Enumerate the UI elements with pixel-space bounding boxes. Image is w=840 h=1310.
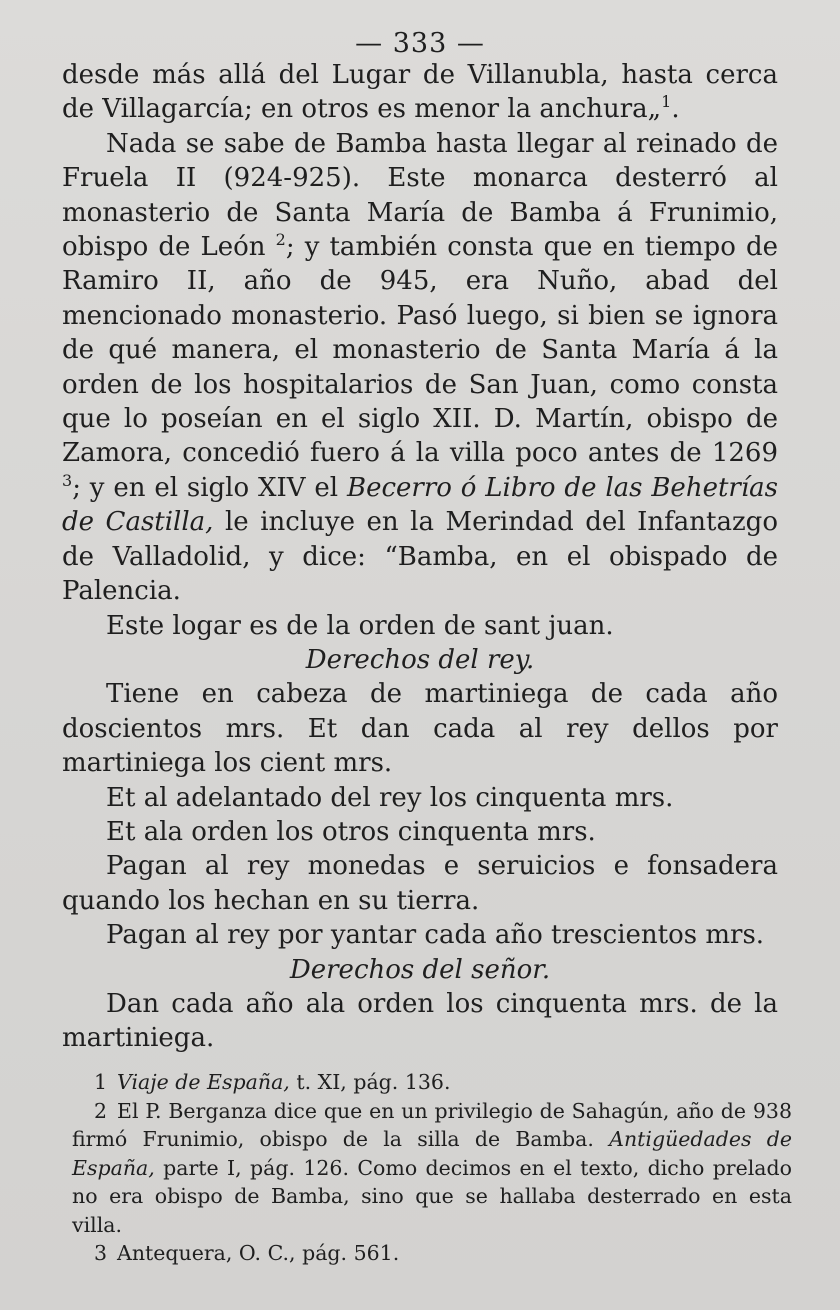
section-heading-senor: Derechos del señor.	[289, 954, 551, 985]
paragraph-martiniega: Tiene en cabeza de martiniega de cada año doscientos mrs. Et dan cada al rey dellos por martiniega los cient mrs.	[62, 679, 778, 779]
main-text	[62, 58, 778, 1056]
footnote-ref-2: 2	[275, 230, 286, 250]
footnote-1: 1 Viaje de España, t. XI, pág. 136.	[94, 1070, 451, 1094]
paragraph-adelantado: Et al adelantado del rey los cinquenta mrs.	[106, 782, 674, 813]
paragraph-quote-logar: Este logar es de la orden de sant juan.	[106, 610, 614, 641]
paragraph-orden: Et ala orden los otros cinquenta mrs.	[106, 816, 596, 847]
book-title-becerro: Becerro ó Libro de las Behetrías de Castilla,	[62, 472, 778, 538]
footnote-ref-3: 3	[62, 470, 73, 490]
paragraph-yantar: Pagan al rey por yantar cada año trescientos mrs.	[106, 920, 765, 951]
page-number: — 333 —	[355, 28, 485, 59]
footnote-ref-1: 1	[661, 92, 672, 112]
footnotes	[72, 1068, 792, 1268]
footnote-3: 3 Antequera, O. C., pág. 561.	[94, 1241, 400, 1265]
section-heading-rey: Derechos del rey.	[305, 644, 535, 675]
paragraph-continuation: desde más allá del Lugar de Villanubla, hasta cerca de Villagarcía; en otros es menor la anchura„$^1$.	[62, 60, 778, 125]
paragraph-history: Nada se sabe de Bamba hasta llegar al reinado de Fruela II (924-925). Este monarca desterró al monasterio de Santa María de Bamba á Frunimio, obispo de León $^2$; y también consta que en tiempo de Ramiro II, año de 945, era Nuño, abad del mencionado monasterio. Pasó luego, si bien se ignora de qué manera, el monasterio de Santa María á la orden de los hospitalarios de San Juan, como consta que lo poseían en el siglo XII. D. Martín, obispo de Zamora, concedió fuero á la villa poco antes de 1269 $^3$; y en el siglo XIV el Becerro ó Libro de las Behetrías de Castilla, le incluye en la Merindad del Infantazgo de Valladolid, y dice: “Bamba, en el obispado de Palencia.	[62, 128, 778, 607]
footnote-2: 2 El P. Berganza dice que en un privilegio de Sahagún, año de 938 firmó Frunimio, obispo de la silla de Bamba. Antigüedades de España, parte I, pág. 126. Como decimos en el texto, dicho prelado no era obispo de Bamba, sino que se hallaba desterrado en esta villa.	[72, 1098, 792, 1237]
paragraph-monedas: Pagan al rey monedas e seruicios e fonsadera quando los hechan en su tierra.	[62, 851, 778, 916]
paragraph-dan: Dan cada año ala orden los cinquenta mrs. de la martiniega.	[62, 988, 778, 1054]
